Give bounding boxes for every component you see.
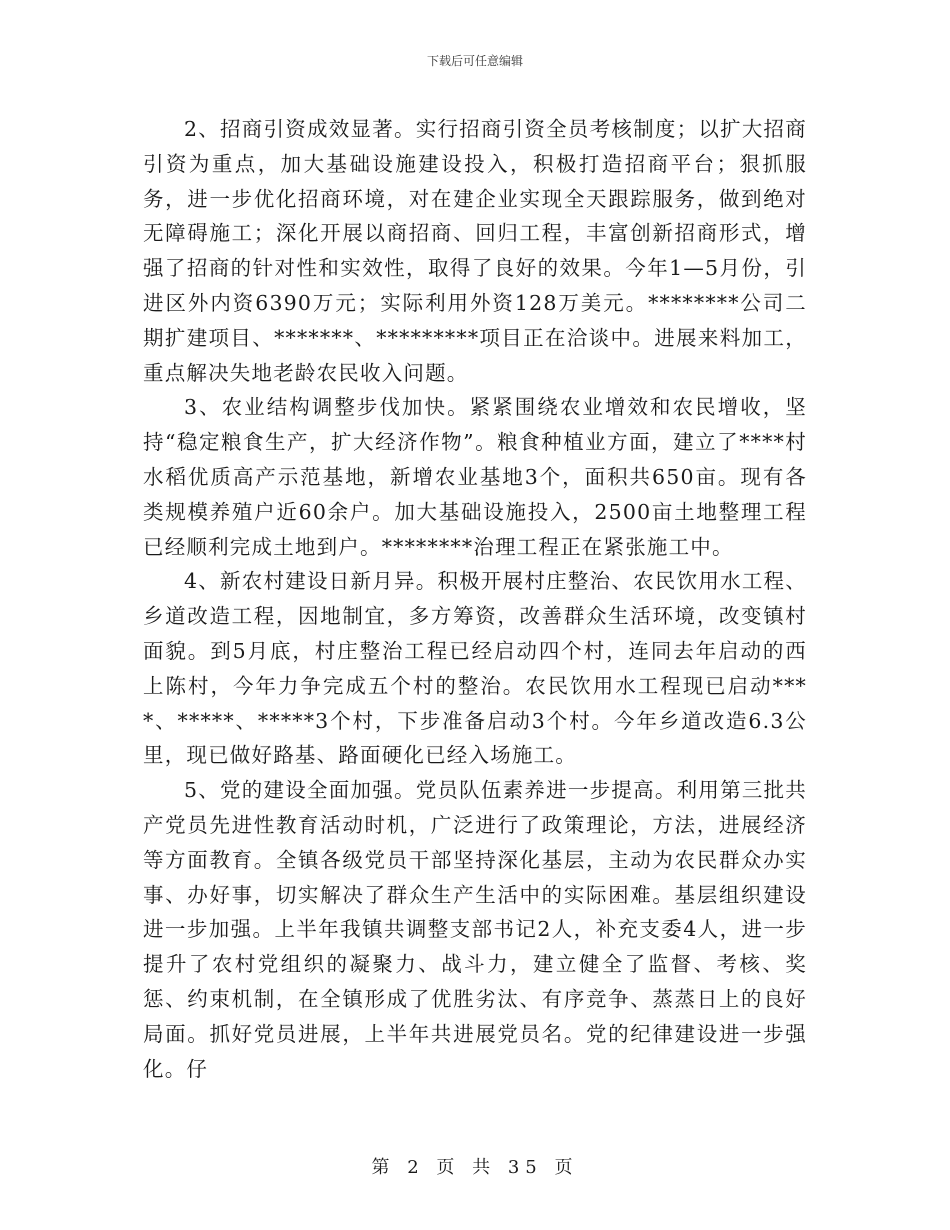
page-number-footer: 第 2 页 共 35 页	[371, 1157, 579, 1178]
page-header: 下载后可任意编辑	[426, 54, 523, 68]
paragraph-new-village: 4、新农村建设日新月异。积极开展村庄整治、农民饮用水工程、乡道改造工程，因地制宜，多方筹资，改善群众生活环境，改变镇村面貌。到5月底，村庄整治工程已经启动四个村，连同去年启动的西上陈村，今年力争完成五个村的整治。农民饮用水工程现已启动****、*****、*****3个村，下步准备启动3个村。今年乡道改造6.3公里，现已做好路基、路面硬化已经入场施工。	[143, 569, 807, 768]
paragraph-agriculture: 3、农业结构调整步伐加快。紧紧围绕农业增效和农民增收，坚持“稳定粮食生产，扩大经济作物”。粮食种植业方面，建立了****村水稻优质高产示范基地，新增农业基地3个，面积共650亩。现有各类规模养殖户近60余户。加大基础设施投入，2500亩土地整理工程已经顺利完成土地到户。********治理工程正在紧张施工中。	[143, 395, 807, 559]
paragraph-investment: 2、招商引资成效显著。实行招商引资全员考核制度；以扩大招商引资为重点，加大基础设施建设投入，积极打造招商平台；狠抓服务，进一步优化招商环境，对在建企业实现全天跟踪服务，做到绝对无障碍施工；深化开展以商招商、回归工程，丰富创新招商形式，增强了招商的针对性和实效性，取得了良好的效果。今年1—5月份，引进区外内资6390万元；实际利用外资128万美元。********公司二期扩建项目、*******、*********项目正在洽谈中。进展来料加工，重点解决失地老龄农民收入问题。	[143, 117, 807, 385]
paragraph-party-building: 5、党的建设全面加强。党员队伍素养进一步提高。利用第三批共产党员先进性教育活动时机，广泛进行了政策理论，方法，进展经济等方面教育。全镇各级党员干部坚持深化基层，主动为农民群众办实事、办好事，切实解决了群众生产生活中的实际困难。基层组织建设进一步加强。上半年我镇共调整支部书记2人，补充支委4人，进一步提升了农村党组织的凝聚力、战斗力，建立健全了监督、考核、奖惩、约束机制，在全镇形成了优胜劣汰、有序竞争、蒸蒸日上的良好局面。抓好党员进展，上半年共进展党员名。党的纪律建设进一步强化。仔	[143, 778, 807, 1081]
document-body	[143, 112, 807, 1086]
